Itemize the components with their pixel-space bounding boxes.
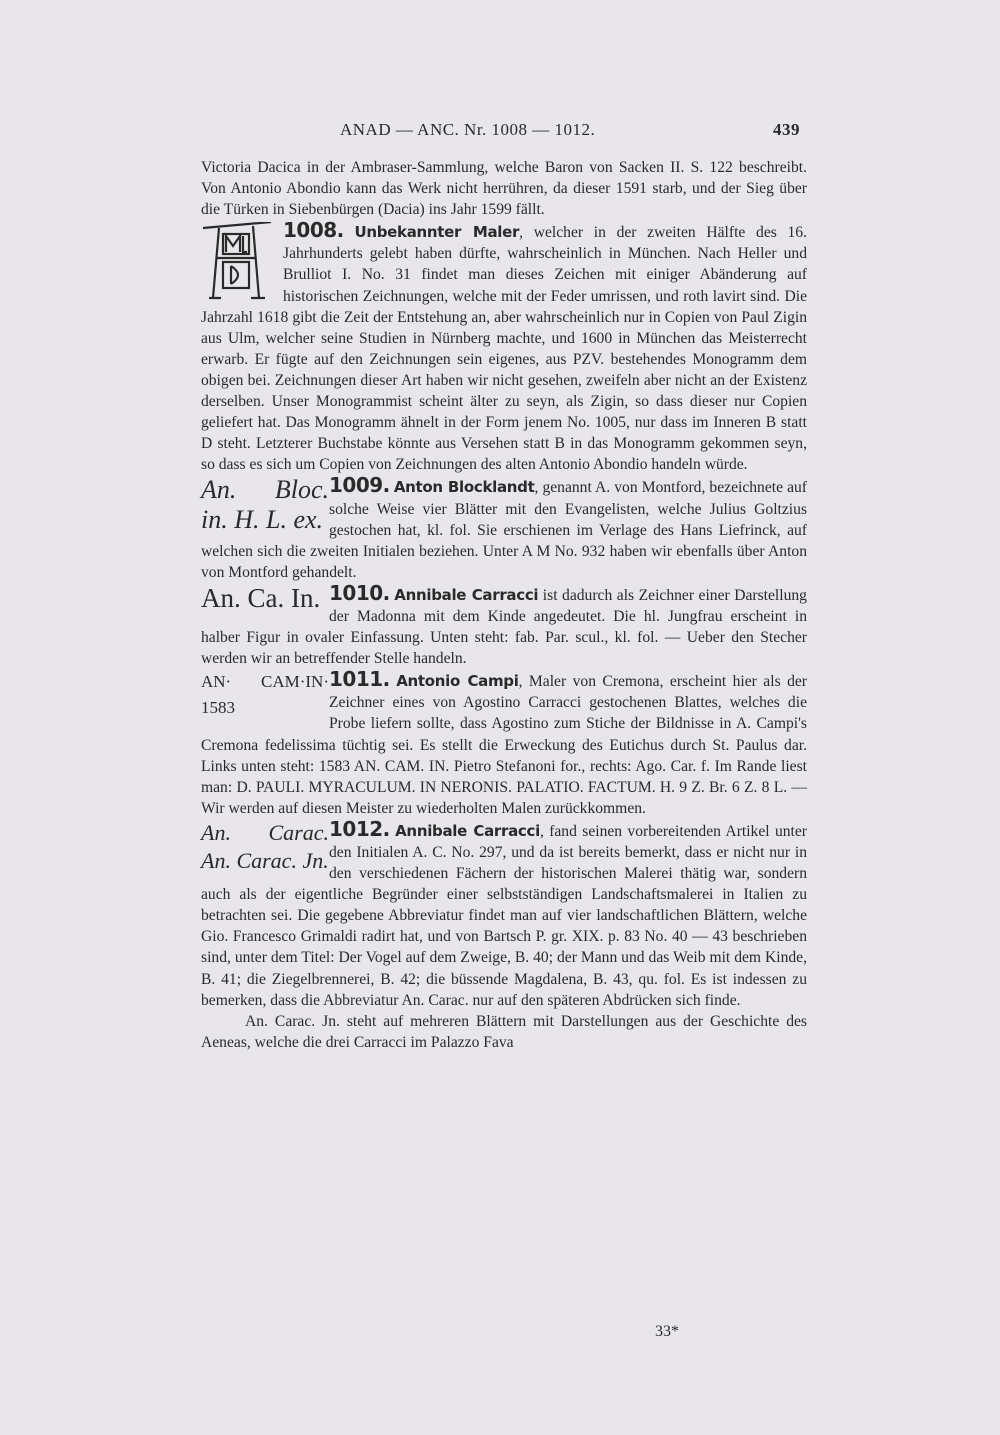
- monogram-1010: An. Ca. In.: [201, 582, 321, 613]
- page-number: 439: [773, 120, 800, 139]
- entry-1010: [201, 580, 807, 669]
- entry-number: 1012.: [329, 816, 390, 841]
- entry-artist-name: Annibale Carracci: [394, 585, 539, 604]
- entry-number: 1010.: [329, 580, 390, 605]
- entry-1008: [201, 220, 807, 475]
- entry-text: ist dadurch als Zeichner einer Darstellung der Madonna mit dem Kinde angedeutet. Die hl. Jungfrau erscheint in halber Figur in ovaler Einfassung. Unten steht: fab. Par. scul., kl. fol. — Ueber den Stecher werden wir an betreffender Stelle handeln.: [201, 586, 807, 668]
- closing-paragraph: An. Carac. Jn. steht auf mehreren Blättern mit Darstellungen aus der Geschichte des Aeneas, welche die drei Carracci im Palazzo Fava: [201, 1012, 807, 1051]
- monogram-1009: An. Bloc. in. H. L. ex.: [201, 475, 329, 535]
- signature-mark: 33*: [655, 1323, 679, 1340]
- page-body: [201, 157, 807, 1053]
- monogram-1008-icon: [201, 222, 273, 306]
- monogram-1011: AN· CAM·IN· 1583: [201, 672, 329, 718]
- entry-number: 1011.: [329, 667, 390, 692]
- entry-1009: [201, 475, 807, 582]
- entry-artist-name: Annibale Carracci: [395, 821, 540, 840]
- entry-text: , genannt A. von Montford, bezeichnete auf solche Weise vier Blätter mit den Evangelisten, welche Julius Goltzius gestochen hat, kl. fol. Sie erschienen im Verlage des Hans Liefrinck, auf welchen sich die zweiten Initialen beziehen. Unter A M No. 932 haben wir ebenfalls über Anton von Montford gehandelt.: [201, 479, 807, 581]
- monogram-1012: An. Carac. An. Carac. Jn.: [201, 819, 329, 873]
- header-title: ANAD — ANC. Nr. 1008 — 1012.: [340, 120, 596, 139]
- entry-artist-name: Anton Blocklandt: [393, 478, 535, 497]
- entry-text: , Maler von Cremona, erscheint hier als der Zeichner eines von Agostino Carracci gestochenen Blattes, welches die Probe liefern sollte, dass Agostino zum Stiche der Bildnisse in A. Campi's Cremona fedelissima tüchtig sei. Es stellt die Erweckung des Eutichus durch St. Paulus dar. Links unten steht: 1583 AN. CAM. IN. Pietro Stefanoni for., rechts: Ago. Car. f. Im Rande liest man: D. PAULI. MYRACULUM. IN NERONIS. PALATIO. FACTUM. H. 9 Z. Br. 6 Z. 8 L. — Wir werden auf diesen Meister zu wiederholten Malen zurückkommen.: [201, 673, 807, 817]
- entry-1011: [201, 669, 807, 819]
- entry-1012: [201, 816, 807, 1011]
- entry-artist-name: Antonio Campi: [396, 672, 519, 691]
- entry-number: 1008.: [283, 218, 344, 243]
- intro-paragraph: Victoria Dacica in der Ambraser-Sammlung, welche Baron von Sacken II. S. 122 beschreibt. Von Antonio Abondio kann das Werk nicht herrühren, da dieser 1591 starb, und der Sieg über die Türken in Siebenbürgen (Dacia) ins Jahr 1599 fällt.: [201, 159, 807, 219]
- entry-text: , welcher in der zweiten Hälfte des 16. Jahrhunderts gelebt haben dürfte, wahrscheinlich in München. Nach Heller und Brulliot I. No. 31 findet man dieses Zeichen mit einiger Abänderung auf historischen Zeichnungen, welche mit der Feder umrissen, und roth lavirt sind. Die Jahrzahl 1618 gibt die Zeit der Entstehung an, aber wahrscheinlich nur in Copien von Paul Zigin aus Ulm, welcher seine Studien in Nürnberg machte, und 1600 in München das Meisterrecht erwarb. Er fügte auf den Zeichnungen sein eigenes, aus PZV. bestehendes Monogramm dem obigen bei. Zeichnungen dieser Art haben wir nicht gesehen, zweifeln aber nicht an der Existenz derselben. Unser Monogrammist scheint älter zu seyn, als Zigin, so dass dieser nur Copien geliefert hat. Das Monogramm ähnelt in der Form jenem No. 1005, nur dass im Inneren B statt D steht. Letzterer Buchstabe könnte aus Versehen statt B in das Monogramm gekommen seyn, so dass es sich um Copien von Zeichnungen des alten Antonio Abondio handeln würde.: [201, 224, 807, 474]
- entry-artist-name: Unbekannter Maler: [354, 223, 520, 242]
- entry-number: 1009.: [329, 473, 390, 498]
- entry-text: , fand seinen vorbereitenden Artikel unter den Initialen A. C. No. 297, und da ist bereits bemerkt, dass er nicht nur in den verschiedenen Fächern der historischen Malerei thätig war, sondern auch als der eigentliche Begründer einer selbstständigen Landschaftsmalerei in Italien zu betrachten sei. Die gegebene Abbreviatur findet man auf vier landschaftlichen Blättern, welche Gio. Francesco Grimaldi radirt hat, und von Bartsch P. gr. XIX. p. 83 No. 40 — 43 beschrieben sind, unter dem Titel: Der Vogel auf dem Zweige, B. 40; der Mann und das Weib mit dem Kinde, B. 41; die Ziegelbrennerei, B. 42; die büssende Magdalena, B. 43, qu. fol. Es ist indessen zu bemerken, dass die Abbreviatur An. Carac. nur auf den späteren Abdrücken sich finde.: [201, 822, 807, 1009]
